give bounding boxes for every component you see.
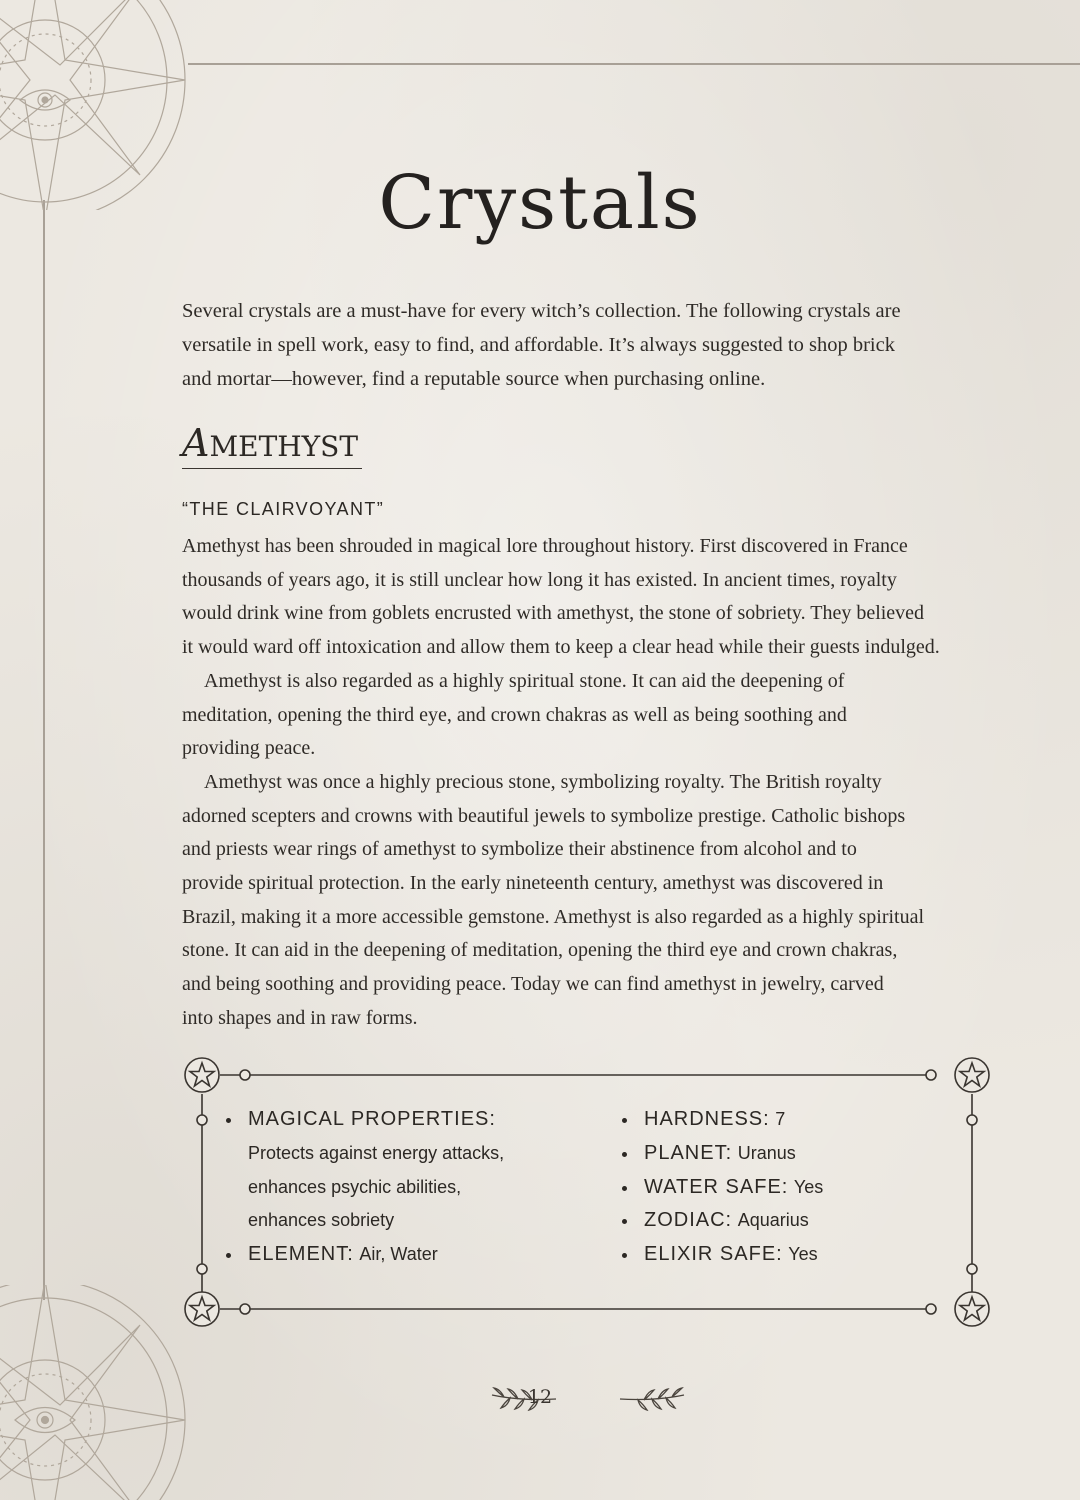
body-line: it would ward off intoxication and allow them to keep a clear head while their guests indulged. — [182, 636, 940, 659]
body-line: stone. It can aid in the deepening of meditation, opening the third eye and crown chakras, — [182, 939, 898, 962]
property-magical-line: enhances psychic abilities, — [248, 1176, 462, 1197]
property-hardness: HARDNESS: 7 — [622, 1103, 823, 1137]
body-line: Amethyst has been shrouded in magical lore throughout history. First discovered in France — [182, 535, 908, 557]
page-title: Crystals — [378, 160, 702, 246]
body-line: would drink wine from goblets encrusted with amethyst, the stone of sobriety. They believed — [182, 602, 925, 625]
section-heading-rest: METHYST — [209, 430, 358, 463]
intro-line: Several crystals are a must-have for every witch’s collection. The following crystals are — [182, 300, 901, 322]
property-element: ELEMENT: Air, Water — [226, 1238, 504, 1272]
property-zodiac: ZODIAC: Aquarius — [622, 1204, 823, 1238]
section-heading — [182, 420, 362, 469]
body-line: adorned scepters and crowns with beautiful jewels to symbolize prestige. Catholic bishops — [182, 804, 906, 827]
body-text — [182, 530, 1012, 1036]
properties-left-column — [226, 1103, 504, 1272]
intro-line: and mortar—however, find a reputable source when purchasing online. — [182, 368, 766, 390]
body-line: into shapes and in raw forms. — [182, 1006, 418, 1029]
frame-top-line — [188, 63, 1080, 65]
body-line: providing peace. — [182, 737, 316, 760]
body-line: and being soothing and providing peace. Today we can find amethyst in jewelry, carved — [182, 973, 884, 996]
body-line: thousands of years ago, it is still unclear how long it has existed. In ancient times, royalty — [182, 568, 897, 591]
property-water-safe: WATER SAFE: Yes — [622, 1171, 823, 1205]
body-line: and priests wear rings of amethyst to symbolize their abstinence from alcohol and to — [182, 838, 857, 861]
body-line: Amethyst was once a highly precious stone, symbolizing royalty. The British royalty — [204, 770, 882, 793]
property-magical: MAGICAL PROPERTIES: — [226, 1103, 504, 1137]
crystal-nickname: “THE CLAIRVOYANT” — [182, 499, 385, 519]
page-number: 12 — [527, 1386, 553, 1408]
body-line: meditation, opening the third eye, and crown chakras as well as being soothing and — [182, 703, 847, 726]
properties-right-column — [622, 1103, 823, 1272]
property-elixir-safe: ELIXIR SAFE: Yes — [622, 1238, 823, 1272]
intro-line: versatile in spell work, easy to find, and affordable. It’s always suggested to shop brick — [182, 334, 895, 356]
section-heading-initial: A — [182, 421, 210, 465]
body-line: Brazil, making it a more accessible gemstone. Amethyst is also regarded as a highly spiritual — [182, 905, 925, 928]
property-planet: PLANET: Uranus — [622, 1137, 823, 1171]
property-magical-line: enhances sobriety — [248, 1210, 395, 1231]
property-magical-line: Protects against energy attacks, — [248, 1142, 505, 1163]
body-line: provide spiritual protection. In the early nineteenth century, amethyst was discovered in — [182, 872, 884, 895]
frame-left-line — [43, 200, 45, 1300]
body-line: Amethyst is also regarded as a highly spiritual stone. It can aid the deepening of — [204, 669, 845, 692]
intro-paragraph — [182, 294, 1012, 396]
